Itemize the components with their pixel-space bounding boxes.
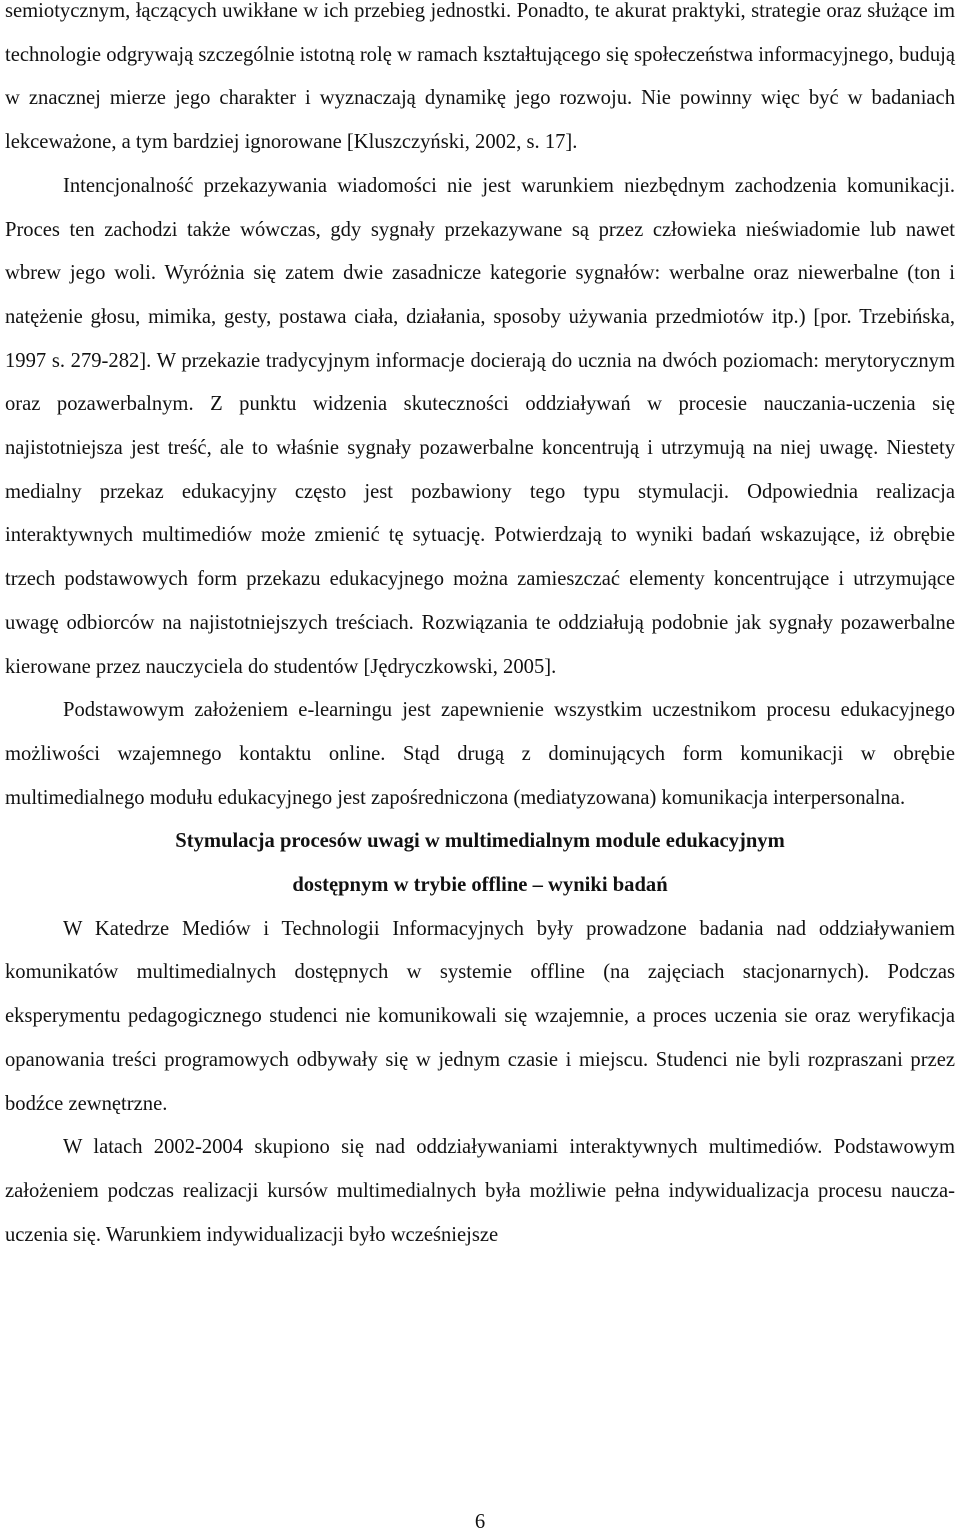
paragraph-continuation: semiotycznym, łączących uwikłane w ich przebieg jednostki. Ponadto, te akurat praktyki, strategie oraz służące im technologie odgrywają szczególnie istotną rolę w ramach kształtującego się społeczeństwa informacyjnego, budują w znacznej mierze jego charakter i wyznaczają dynamikę jego rozwoju. Nie powinny więc być w badaniach lekceważone, a tym bardziej ignorowane [Kluszczyński, 2002, s. 17]. xyxy=(5,0,955,154)
paragraph-research-department: W Katedrze Mediów i Technologii Informacyjnych były prowadzone badania nad oddziaływaniem komunikatów multimedialnych dostępnych w systemie offline (na zajęciach stacjonarnych). Podczas eksperymentu pedagogicznego studenci nie komunikowali się wzajemnie, a proces uczenia sie oraz weryfikacja opanowania treści programowych odbywały się w jednym czasie i miejscu. Studenci nie byli rozpraszani przez bodźce zewnętrzne. xyxy=(5,917,955,1115)
section-heading xyxy=(5,820,955,907)
paragraph-years-2002-2004: W latach 2002-2004 skupiono się nad oddziaływaniami interaktywnych multimediów. Podstawowym założeniem podczas realizacji kursów multimedialnych była możliwie pełna indywidualizacja procesu naucza-uczenia się. Warunkiem indywidualizacji było wcześniejsze xyxy=(5,1136,955,1246)
paragraph-intentionality: Intencjonalność przekazywania wiadomości nie jest warunkiem niezbędnym zachodzenia komunikacji. Proces ten zachodzi także wówczas, gdy sygnały przekazywane są przez człowieka nieświadomie lub nawet wbrew jego woli. Wyróżnia się zatem dwie zasadnicze kategorie sygnałów: werbalne oraz niewerbalne (ton i natężenie głosu, mimika, gesty, postawa ciała, działania, sposoby używania przedmiotów itp.) [por. Trzebińska, 1997 s. 279-282]. W przekazie tradycyjnym informacje docierają do ucznia na dwóch poziomach: merytorycznym oraz pozawerbalnym. Z punktu widzenia skuteczności oddziaływań w procesie nauczania-uczenia się najistotniejsza jest treść, ale to właśnie sygnały pozawerbalne koncentrują i utrzymują na niej uwagę. Niestety medialny przekaz edukacyjny często jest pozbawiony tego typu stymulacji. Odpowiednia realizacja interaktywnych multimediów może zmienić tę sytuację. Potwierdzają to wyniki badań wskazujące, iż obrębie trzech podstawowych form przekazu edukacyjnego można zamieszczać elementy koncentrujące i utrzymujące uwagę odbiorców na najistotniejszych treściach. Rozwiązania te oddziałują podobnie jak sygnały pozawerbalne kierowane przez nauczyciela do studentów [Jędryczkowski, 2005]. xyxy=(5,174,955,678)
section-heading-line-2: dostępnym w trybie offline – wyniki badań xyxy=(292,874,668,897)
section-heading-line-1: Stymulacja procesów uwagi w multimedialnym module edukacyjnym xyxy=(175,830,785,853)
page-content xyxy=(5,0,955,1257)
page-number: 6 xyxy=(474,1511,486,1533)
document-page xyxy=(5,0,955,1537)
paragraph-elearning-assumption: Podstawowym założeniem e-learningu jest zapewnienie wszystkim uczestnikom procesu edukacyjnego możliwości wzajemnego kontaktu online. Stąd drugą z dominujących form komunikacji w obrębie multimedialnego modułu edukacyjnego jest zapośredniczona (mediatyzowana) komunikacja interpersonalna. xyxy=(5,699,955,809)
